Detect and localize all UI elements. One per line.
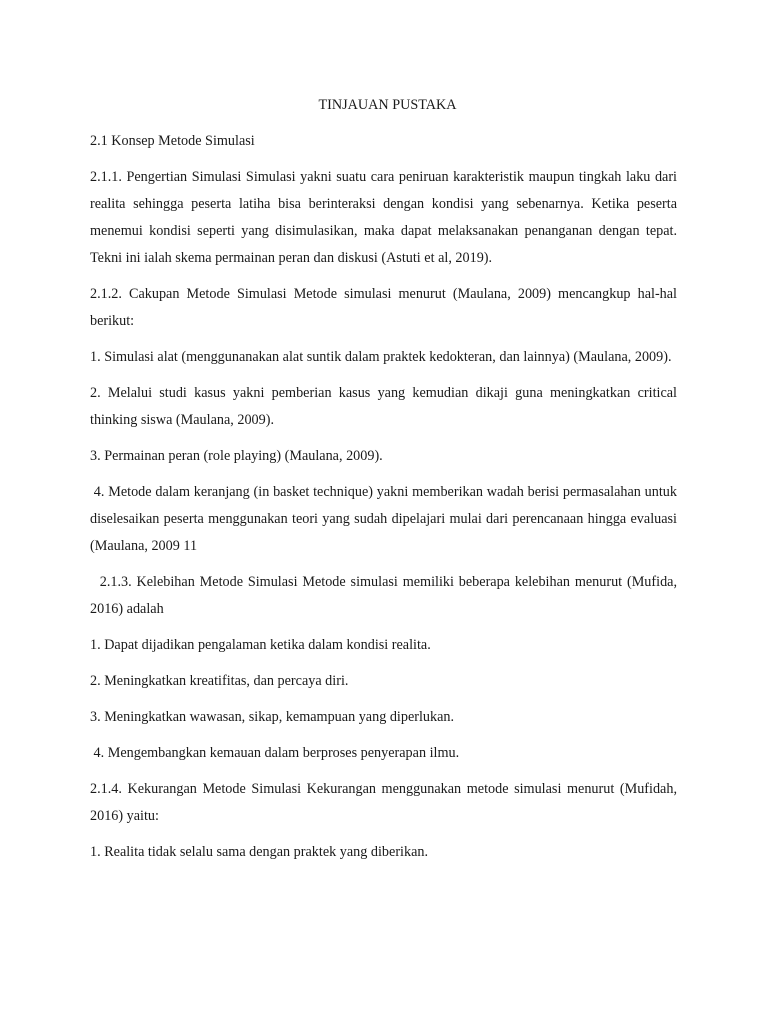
list-item-simulasi-alat: 1. Simulasi alat (menggunanakan alat suntik dalam praktek kedokteran, dan lainnya) (Maulana, 2009). — [90, 349, 672, 365]
list-item-kelebihan-2: 2. Meningkatkan kreatifitas, dan percaya diri. — [90, 673, 349, 689]
section-heading-2-1: 2.1 Konsep Metode Simulasi — [90, 133, 255, 149]
list-item-kelebihan-3: 3. Meningkatkan wawasan, sikap, kemampuan yang diperlukan. — [90, 709, 455, 725]
document-title: TINJAUAN PUSTAKA — [318, 97, 457, 113]
paragraph-2-1-3: 2.1.3. Kelebihan Metode Simulasi Metode simulasi memiliki beberapa kelebihan menurut (Mufida, 2016) adalah — [90, 574, 681, 617]
list-item-kelebihan-4: 4. Mengembangkan kemauan dalam berproses penyerapan ilmu. — [90, 745, 460, 761]
paragraph-2-1-1: 2.1.1. Pengertian Simulasi Simulasi yakni suatu cara peniruan karakteristik maupun tingkah laku dari realita sehingga peserta latiha bisa berinteraksi dengan kondisi yang sebenarnya. Ketika peserta menemui kondisi seperti yang disimulasikan, maka dapat melaksanakan penanganan dengan tepat. Tekni ini ialah skema permainan peran dan diskusi (Astuti et al, 2019). — [90, 169, 677, 266]
paragraph-2-1-4: 2.1.4. Kekurangan Metode Simulasi Kekurangan menggunakan metode simulasi menurut (Mufidah, 2016) yaitu: — [90, 781, 677, 824]
list-item-permainan-peran: 3. Permainan peran (role playing) (Maulana, 2009). — [90, 448, 383, 464]
document-body — [90, 92, 681, 875]
list-item-in-basket: 4. Metode dalam keranjang (in basket technique) yakni memberikan wadah berisi permasalahan untuk diselesaikan peserta menggunakan teori yang sudah dipelajari mulai dari perencanaan hingga evaluasi (Maulana, 2009 11 — [90, 484, 681, 554]
list-item-studi-kasus: 2. Melalui studi kasus yakni pemberian kasus yang kemudian dikaji guna meningkatkan critical thinking siswa (Maulana, 2009). — [90, 385, 677, 428]
list-item-kelebihan-1: 1. Dapat dijadikan pengalaman ketika dalam kondisi realita. — [90, 637, 431, 653]
list-item-kekurangan-1: 1. Realita tidak selalu sama dengan praktek yang diberikan. — [90, 844, 429, 860]
paragraph-2-1-2: 2.1.2. Cakupan Metode Simulasi Metode simulasi menurut (Maulana, 2009) mencangkup hal-hal berikut: — [90, 286, 677, 329]
